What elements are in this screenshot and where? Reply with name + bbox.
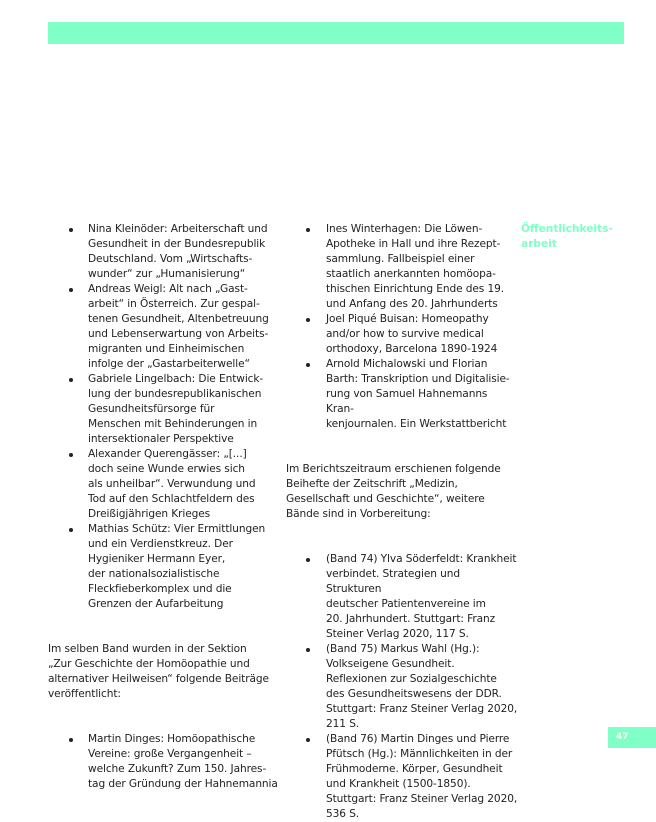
list-item bbox=[48, 372, 280, 447]
list-item bbox=[48, 222, 280, 282]
list-item bbox=[286, 312, 518, 357]
list-item-text: Alexander Querengässer: „[...] doch seine Wunde erwies sich als unheilbar“. Verwundung und Tod auf den Schlachtfeldern des Dreißigjährigen Krieges bbox=[88, 448, 256, 520]
homeopathy-section-intro: Im selben Band wurden in der Sektion „Zur Geschichte der Homöopathie und alternativer Heilweisen“ folgende Beiträge veröffentlicht: bbox=[48, 643, 269, 700]
supplements-intro: Im Berichtszeitraum erschienen folgende Beihefte der Zeitschrift „Medizin, Gesellschaft und Geschichte“, weitere Bände sind in Vorbereitung: bbox=[286, 463, 501, 520]
bullet-icon bbox=[306, 648, 310, 652]
bullet-icon bbox=[306, 228, 310, 232]
bullet-icon bbox=[69, 228, 73, 232]
list-item bbox=[286, 552, 518, 642]
list-item-text: Nina Kleinöder: Arbeiterschaft und Gesundheit in der Bundesrepublik Deutschland. Vom „Wirtschafts- wunder“ zur „Humanisierung“ bbox=[88, 223, 268, 280]
list-item bbox=[286, 222, 518, 312]
bullet-icon bbox=[69, 288, 73, 292]
list-item bbox=[48, 732, 280, 792]
list-item-text: Joel Piqué Buisan: Homeopathy and/or how to survive medical orthodoxy, Barcelona 1890-1924 bbox=[326, 313, 498, 355]
list-item-text: Mathias Schütz: Vier Ermittlungen und ein Verdienstkreuz. Der Hygieniker Hermann Eyer, der nationalsozialistische Fleckfieberkomplex und die Grenzen der Aufarbeitung bbox=[88, 523, 266, 610]
bullet-icon bbox=[69, 453, 73, 457]
list-item-text: (Band 76) Martin Dinges und Pierre Pfütsch (Hg.): Männlichkeiten in der Frühmoderne. Körper, Gesundheit und Krankheit (1500-1850). Stuttgart: Franz Steiner Verlag 2020, 536 S. bbox=[326, 733, 518, 820]
bullet-icon bbox=[306, 363, 310, 367]
list-item-text: Andreas Weigl: Alt nach „Gast- arbeit“ in Österreich. Zur gespal- tenen Gesundheit, Altenbetreuung und Lebenserwartung von Arbeits- migranten und Einheimischen infolge der „Gastarbeiterwelle“ bbox=[88, 283, 269, 370]
bullet-icon bbox=[306, 318, 310, 322]
list-item-text: (Band 75) Markus Wahl (Hg.): Volkseigene Gesundheit. Reflexionen zur Sozialgeschichte des Gesundheitswesens der DDR. Stuttgart: Franz Steiner Verlag 2020, 211 S. bbox=[326, 643, 518, 730]
list-item bbox=[286, 642, 518, 732]
section-label: Öffentlichkeits- arbeit bbox=[521, 223, 613, 250]
header-accent-bar bbox=[48, 22, 624, 44]
left-column bbox=[48, 222, 280, 792]
list-item-text: Ines Winterhagen: Die Löwen- Apotheke in Hall und ihre Rezept- sammlung. Fallbeispiel einer staatlich anerkannten homöopa- thischen Einrichtung Ende des 19. und Anfang des 20. Jahrhunderts bbox=[326, 223, 505, 310]
list-item-text: Martin Dinges: Homöopathische Vereine: große Vergangenheit – welche Zukunft? Zum 150. Jahres- tag der Gründung der Hahnemannia bbox=[88, 733, 278, 790]
bullet-icon bbox=[69, 528, 73, 532]
list-item-text: Gabriele Lingelbach: Die Entwick- lung der bundesrepublikanischen Gesundheitsfürsorge für Menschen mit Behinderungen in intersektionaler Perspektive bbox=[88, 373, 264, 445]
list-item-text: (Band 74) Ylva Söderfeldt: Krankheit verbindet. Strategien und Strukturen deutscher Patientenvereine im 20. Jahrhundert. Stuttgart: Franz Steiner Verlag 2020, 117 S. bbox=[326, 553, 517, 640]
bullet-icon bbox=[69, 378, 73, 382]
list-item bbox=[286, 357, 518, 432]
middle-column bbox=[286, 222, 518, 822]
list-item bbox=[48, 522, 280, 612]
contribution-list-homeopathy-continued bbox=[286, 222, 518, 432]
page-number: 47 bbox=[616, 732, 629, 742]
list-item bbox=[48, 447, 280, 522]
bullet-icon bbox=[306, 738, 310, 742]
list-item bbox=[48, 282, 280, 372]
supplement-volumes-list bbox=[286, 552, 518, 822]
bullet-icon bbox=[69, 738, 73, 742]
list-item bbox=[286, 732, 518, 822]
page-number-box bbox=[608, 727, 656, 748]
contribution-list-section-1 bbox=[48, 222, 280, 612]
contribution-list-homeopathy bbox=[48, 732, 280, 792]
bullet-icon bbox=[306, 558, 310, 562]
list-item-text: Arnold Michalowski und Florian Barth: Transkription und Digitalisie- rung von Samuel Hahnemanns Kran- kenjournalen. Ein Werkstattbericht bbox=[326, 358, 510, 430]
